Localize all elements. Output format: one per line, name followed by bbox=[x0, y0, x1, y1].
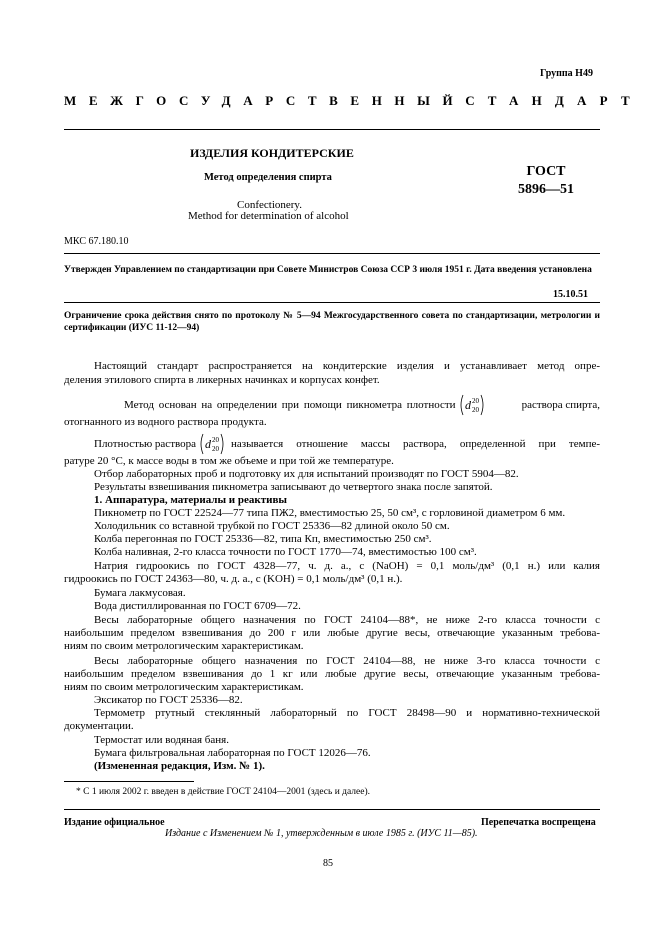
density-sub-2: 20 bbox=[212, 445, 220, 453]
paragraph-scope-line1: Настоящий стандарт распространяется на кондитерские изделия и устанавливает метод опре- bbox=[94, 360, 600, 372]
list-item-cont: ниям по своим метрологическим характеристикам. bbox=[64, 640, 304, 652]
method-text-end: раствора спирта, bbox=[521, 398, 600, 411]
section-1-heading: 1. Аппаратура, материалы и реактивы bbox=[94, 494, 288, 506]
english-title-line1: Confectionery. bbox=[237, 199, 302, 211]
list-item-cont: гидроокись по ГОСТ 24363—80, ч. д. а., с (KOH) = 0,1 моль/дм³ (0,1 н.). bbox=[64, 573, 403, 585]
mks-code: МКС 67.180.10 bbox=[64, 236, 129, 247]
document-subtitle: Метод определения спирта bbox=[204, 172, 332, 183]
list-item: Весы лабораторные общего назначения по ГОСТ 24104—88*, не ниже 2-го класса точности с bbox=[94, 614, 600, 626]
footer-rule bbox=[64, 809, 600, 810]
list-item: Вода дистиллированная по ГОСТ 6709—72. bbox=[94, 600, 301, 612]
gost-number: 5896—51 bbox=[518, 182, 574, 197]
list-item: Эксикатор по ГОСТ 25336—82. bbox=[94, 694, 243, 706]
list-item: Термостат или водяная баня. bbox=[94, 734, 229, 746]
list-item: Пикнометр по ГОСТ 22524—77 типа ПЖ2, вместимостью 25, 50 см³, с горловиной диаметром 6 мм. bbox=[94, 507, 566, 519]
edition-note: Издание с Изменением № 1, утвержденным в июле 1985 г. (ИУС 11—85). bbox=[165, 828, 478, 839]
density-sup-2: 20 bbox=[212, 436, 220, 444]
list-item: Весы лабораторные общего назначения по ГОСТ 24104—88, не ниже 3-го класса точности с bbox=[94, 655, 600, 667]
amendment-note: (Измененная редакция, Изм. № 1). bbox=[94, 760, 265, 772]
list-item-cont: наибольшим пределом взвешивания до 1 кг или любые другие весы, отвечающие указанным требова- bbox=[64, 668, 600, 680]
official-edition-label: Издание официальное bbox=[64, 817, 165, 828]
density-def-text: Плотностью раствора bbox=[94, 437, 197, 450]
paragraph-sampling: Отбор лабораторных проб и подготовку их для испытаний производят по ГОСТ 5904—82. bbox=[94, 468, 519, 480]
gost-label: ГОСТ bbox=[526, 164, 566, 179]
gost-block bbox=[518, 163, 574, 199]
reprint-prohibited-label: Перепечатка воспрещена bbox=[481, 817, 596, 828]
list-item: Термометр ртутный стеклянный лабораторный по ГОСТ 28498—90 и нормативно-технической bbox=[94, 707, 600, 719]
standard-banner bbox=[64, 93, 643, 109]
english-title-line2: Method for determination of alcohol bbox=[188, 210, 349, 222]
paragraph-method-line2: отогнанного из водного раствора продукта. bbox=[64, 416, 267, 428]
banner-left: МЕЖГОСУДАРСТВЕННЫЙ bbox=[64, 93, 466, 108]
paragraph-density-line1 bbox=[64, 433, 600, 455]
introduction-date: 15.10.51 bbox=[553, 289, 588, 300]
paragraph-density-line2: ратуре 20 °С, к массе воды в том же объеме и при той же температуре. bbox=[64, 455, 394, 467]
density-sub: 20 bbox=[471, 406, 479, 414]
banner-right: СТАНДАРТ bbox=[465, 93, 643, 108]
group-code: Группа Н49 bbox=[540, 68, 593, 79]
footnote-rule bbox=[64, 781, 194, 782]
footnote: * С 1 июля 2002 г. введен в действие ГОСТ 24104—2001 (здесь и далее). bbox=[76, 787, 371, 797]
list-item-cont: документации. bbox=[64, 720, 134, 732]
limitation-statement: Ограничение срока действия снято по протоколу № 5—94 Межгосударственного совета по стандартизации, метрологии и сертификации (ИУС 11-12—94) bbox=[64, 311, 600, 333]
list-item-cont: наибольшим пределом взвешивания до 200 г или любые другие весы, отвечающие указанным требова- bbox=[64, 627, 600, 639]
density-symbol bbox=[458, 394, 486, 416]
mks-rule bbox=[64, 253, 600, 254]
list-item-cont: ниям по своим метрологическим характеристикам. bbox=[64, 681, 304, 693]
document-title: ИЗДЕЛИЯ КОНДИТЕРСКИЕ bbox=[190, 146, 354, 160]
list-item: Бумага фильтровальная лабораторная по ГОСТ 12026—76. bbox=[94, 747, 371, 759]
paragraph-weighing: Результаты взвешивания пикнометра записывают до четвертого знака после запятой. bbox=[94, 481, 493, 493]
list-item: Бумага лакмусовая. bbox=[94, 587, 186, 599]
density-symbol-2 bbox=[198, 433, 226, 455]
approval-statement: Утвержден Управлением по стандартизации при Совете Министров Союза ССР 3 июля 1951 г. Дата введения установлена bbox=[64, 265, 592, 275]
density-base-2: d bbox=[205, 437, 212, 451]
list-item: Колба перегонная по ГОСТ 25336—82, типа Кп, вместимостью 250 см³. bbox=[94, 533, 432, 545]
list-item: Колба наливная, 2-го класса точности по ГОСТ 1770—74, вместимостью 100 см³. bbox=[94, 546, 477, 558]
method-text: Метод основан на определении при помощи пикнометра плотности bbox=[124, 398, 456, 411]
density-sup: 20 bbox=[471, 397, 479, 405]
list-item: Натрия гидроокись по ГОСТ 4328—77, ч. д. а., с (NaOH) = 0,1 моль/дм³ (0,1 н.) или калия bbox=[94, 560, 600, 572]
density-def-end: называется отношение массы раствора, определенной при темпе- bbox=[231, 437, 600, 450]
density-base: d bbox=[464, 398, 471, 412]
paragraph-scope-line2: деления этилового спирта в ликерных начинках и корпусах конфет. bbox=[64, 374, 380, 386]
date-rule bbox=[64, 302, 600, 303]
paragraph-method-line1 bbox=[64, 394, 600, 416]
page-number: 85 bbox=[323, 858, 333, 869]
header-rule bbox=[64, 129, 600, 130]
list-item: Холодильник со вставной трубкой по ГОСТ 25336—82 длиной около 50 см. bbox=[94, 520, 450, 532]
